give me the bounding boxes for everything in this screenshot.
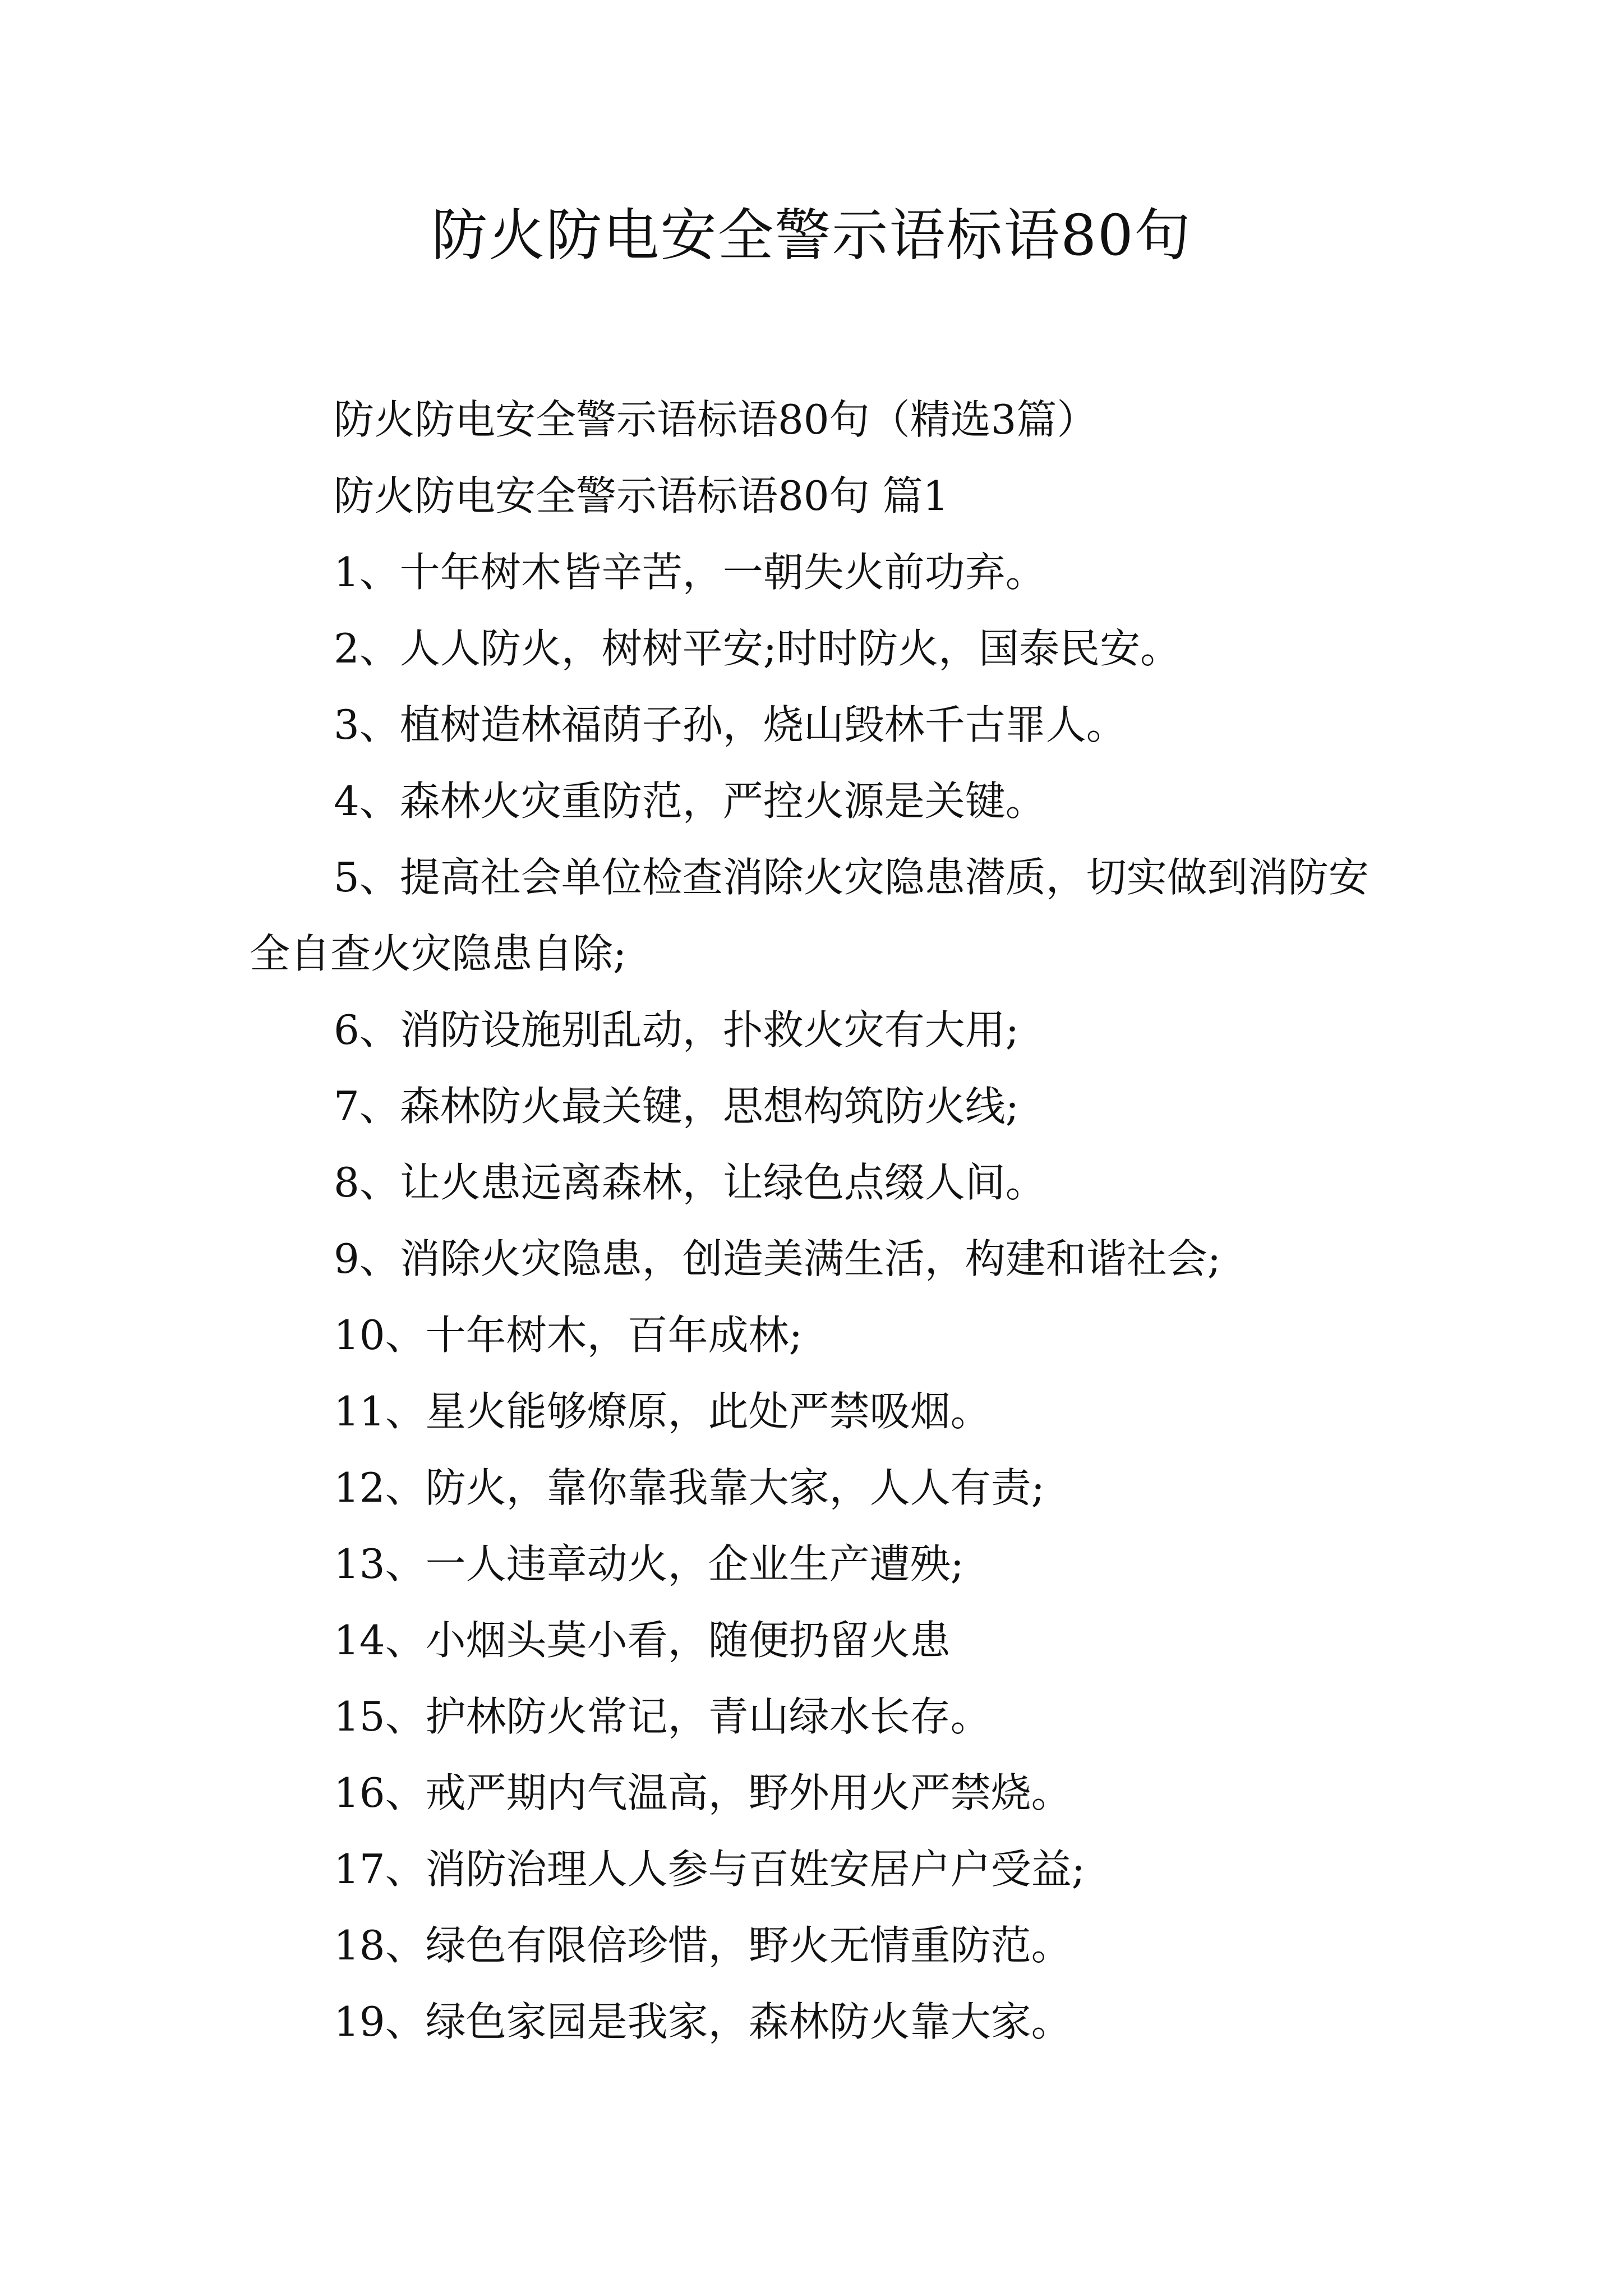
document-subtitle: 防火防电安全警示语标语80句（精选3篇） (334, 396, 1098, 443)
list-item: 7、森林防火最关键，思想构筑防火线; (334, 1083, 1020, 1130)
list-item: 3、植树造林福荫子孙，烧山毁林千古罪人。 (334, 701, 1127, 748)
list-item: 10、十年树木，百年成林; (334, 1312, 803, 1359)
document-body (250, 381, 1382, 2060)
list-item: 1、十年树木皆辛苦，一朝失火前功弃。 (334, 549, 1046, 596)
list-item: 16、戒严期内气温高，野外用火严禁烧。 (334, 1769, 1072, 1816)
list-item: 11、星火能够燎原，此处严禁吸烟。 (334, 1388, 991, 1435)
list-item: 14、小烟头莫小看，随便扔留火患 (334, 1617, 951, 1664)
list-item: 5、提高社会单位检查消除火灾隐患潜质，切实做到消防安全自查火灾隐患自除; (250, 854, 1369, 977)
list-item: 18、绿色有限倍珍惜，野火无情重防范。 (334, 1922, 1072, 1969)
list-item: 15、护林防火常记，青山绿水长存。 (334, 1693, 991, 1740)
list-item: 12、防火，靠你靠我靠大家，人人有责; (334, 1464, 1045, 1511)
list-item: 6、消防设施别乱动，扑救火灾有大用; (334, 1006, 1020, 1053)
document-title: 防火防电安全警示语标语80句 (431, 203, 1192, 268)
list-item: 17、消防治理人人参与百姓安居户户受益; (334, 1846, 1085, 1893)
list-item: 9、消除火灾隐患，创造美满生活，构建和谐社会; (334, 1235, 1221, 1282)
list-item: 13、一人违章动火，企业生产遭殃; (334, 1540, 964, 1588)
list-item: 8、让火患远离森林，让绿色点缀人间。 (334, 1159, 1046, 1206)
list-item: 2、人人防火，树树平安;时时防火，国泰民安。 (334, 625, 1181, 672)
list-item: 19、绿色家园是我家，森林防火靠大家。 (334, 1998, 1072, 2045)
section-heading: 防火防电安全警示语标语80句 篇1 (334, 472, 949, 519)
list-item: 4、森林火灾重防范，严控火源是关键。 (334, 777, 1046, 825)
